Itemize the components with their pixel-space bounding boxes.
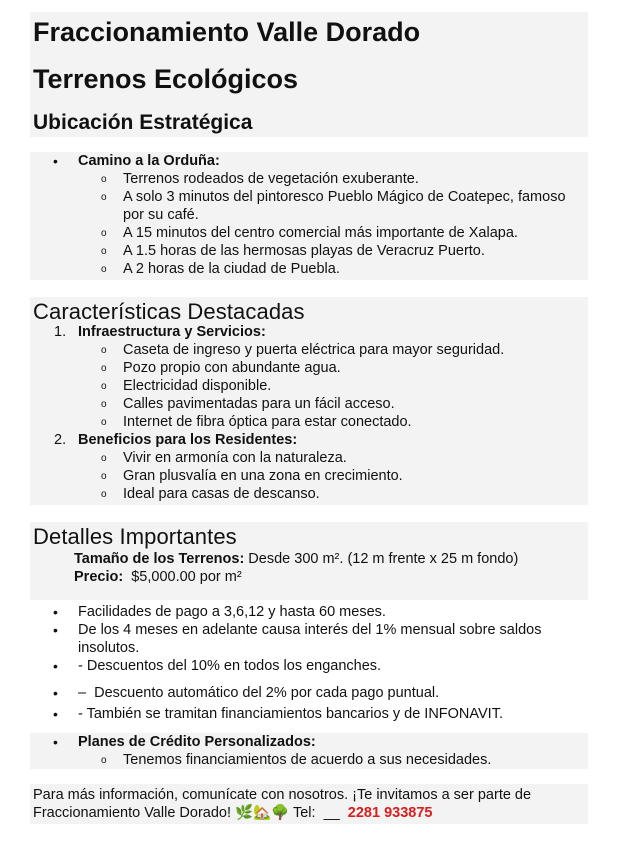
tamano-label: Tamaño de los Terrenos: [74,551,245,567]
heading-detalles: Detalles Importantes [33,524,237,549]
tamano-value: Desde 300 m². (12 m frente x 25 m fondo) [244,551,519,567]
title-block [30,12,588,137]
list-item [30,657,588,675]
list-item-text: – Descuento automático del 2% por cada pago puntual. [78,685,440,701]
sub-item [30,224,588,242]
sub-item [30,260,588,278]
title-sub: Terrenos Ecológicos [33,64,299,94]
sub-item-text: Electricidad disponible. [123,378,272,394]
list-item [30,621,588,639]
list-item-text: De los 4 meses en adelante causa interés del 1% mensual sobre saldos [78,622,542,638]
sub-item-text: Gran plusvalía en una zona en crecimiento. [123,468,403,484]
sub-bullet: o [101,264,107,275]
precio-line [74,568,242,586]
sub-bullet: o [101,363,107,374]
sub-item-text: Caseta de ingreso y puerta eléctrica para mayor seguridad. [123,342,505,358]
list-item-text: insolutos. [78,640,140,656]
sub-item-text: Internet de fibra óptica para estar conectado. [123,414,412,430]
bullet: • [53,658,58,674]
bullet: • [53,685,58,701]
credito-block [30,733,588,769]
phone-number[interactable]: 2281 933875 [347,805,433,821]
list-item-text: Facilidades de pago a 3,6,12 y hasta 60 meses. [78,604,386,620]
title-main: Fraccionamiento Valle Dorado [33,17,421,47]
sub-item-text: A 1.5 horas de las hermosas playas de Veracruz Puerto. [123,243,485,259]
item-label: Infraestructura y Servicios: [78,324,266,340]
sub-bullet: o [101,246,107,257]
footer-block [30,784,588,824]
tel-label: Tel: __ [289,805,348,821]
sub-item [30,485,588,503]
bullet: • [53,706,58,722]
sub-item [30,377,588,395]
numbered-item [30,431,588,449]
bullet: • [53,604,58,620]
bullet: • [53,153,58,169]
sub-bullet: o [101,345,107,356]
detalles-bullets [30,603,588,733]
numbered-item [30,323,588,341]
sub-item [30,242,588,260]
sub-item-text: Ideal para casas de descanso. [123,486,320,502]
list-item-text: - Descuentos del 10% en todos los enganches. [78,658,382,674]
sub-bullet: o [101,471,107,482]
item-number: 2. [54,432,67,448]
sub-item-text: Pozo propio con abundante agua. [123,360,341,376]
sub-item-text: A 2 horas de la ciudad de Puebla. [123,261,340,277]
list-item [30,705,588,723]
sub-item-text: A solo 3 minutos del pintoresco Pueblo Mágico de Coatepec, famoso [123,189,566,205]
sub-item [30,449,588,467]
footer-text: Fraccionamiento Valle Dorado! [33,805,236,821]
heading-ubicacion: Ubicación Estratégica [33,111,253,134]
sub-item-text: A 15 minutos del centro comercial más importante de Xalapa. [123,225,518,241]
ubicacion-list [30,152,588,280]
detalles-section [30,522,588,600]
sub-item [30,395,588,413]
sub-item-text: Terrenos rodeados de vegetación exuberante. [123,171,419,187]
sub-bullet: o [101,417,107,428]
sub-bullet: o [101,489,107,500]
precio-value: $5,000.00 por m² [123,569,242,585]
list-item-text: - También se tramitan financiamientos bancarios y de INFONAVIT. [78,706,503,722]
list-item [30,152,588,170]
sub-item-text: Tenemos financiamientos de acuerdo a sus necesidades. [123,752,492,768]
sub-item-text: Vivir en armonía con la naturaleza. [123,450,347,466]
bullet: • [53,734,58,750]
ubicacion-label: Camino a la Orduña: [78,153,220,169]
precio-label: Precio: [74,569,124,585]
item-label: Beneficios para los Residentes: [78,432,298,448]
sub-item [30,413,588,431]
sub-bullet: o [101,228,107,239]
sub-item [30,341,588,359]
sub-bullet: o [101,755,107,766]
sub-bullet: o [101,381,107,392]
list-item [30,603,588,621]
sub-item [30,170,588,188]
sub-item [30,751,588,769]
sub-bullet: o [101,453,107,464]
footer-line-1: Para más información, comunícate con nosotros. ¡Te invitamos a ser parte de [33,787,532,803]
sub-item-text: por su café. [123,207,199,223]
sub-item-text: Calles pavimentadas para un fácil acceso. [123,396,395,412]
sub-item [30,188,588,206]
heading-caracteristicas: Características Destacadas [33,299,305,324]
footer-line-2 [33,804,432,822]
leaf-house-tree-icon: 🌿🏡🌳 [235,805,290,821]
bullet: • [53,622,58,638]
caracteristicas-section [30,297,588,505]
list-item [30,733,588,751]
sub-bullet: o [101,174,107,185]
credito-label: Planes de Crédito Personalizados: [78,734,316,750]
sub-item-continuation [30,206,588,224]
tamano-line [74,550,518,568]
sub-item [30,467,588,485]
sub-item [30,359,588,377]
list-item-continuation [30,639,588,657]
sub-bullet: o [101,399,107,410]
list-item [30,684,588,702]
sub-bullet: o [101,192,107,203]
item-number: 1. [54,324,67,340]
